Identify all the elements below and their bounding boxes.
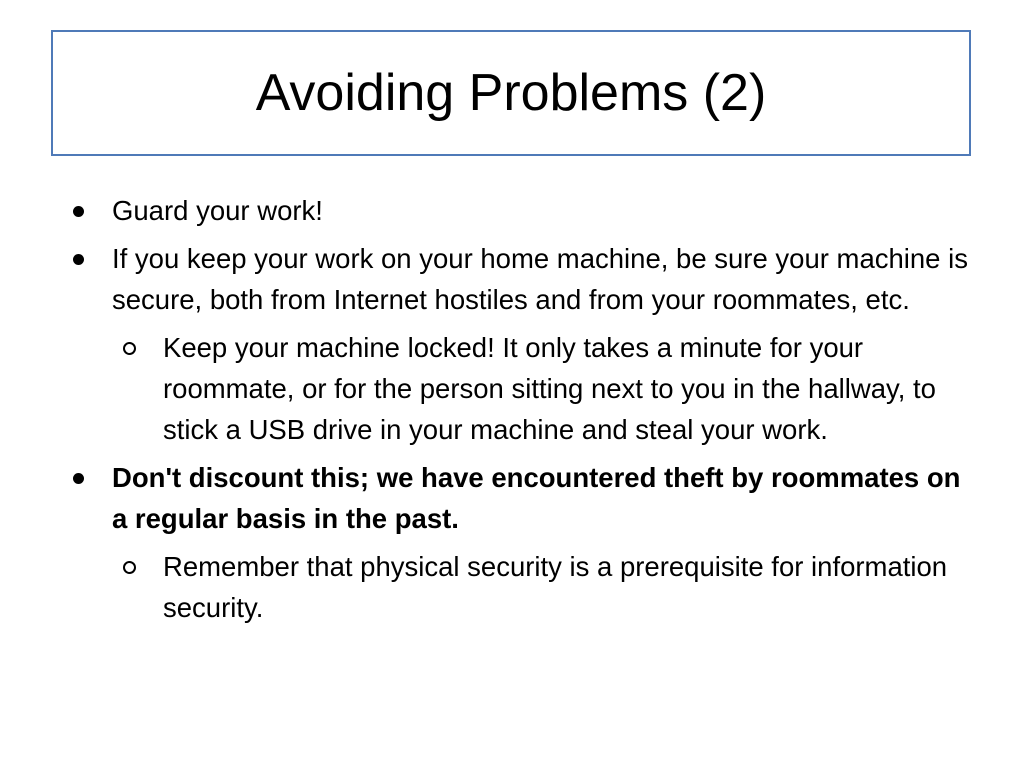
bullet-text-bold: Don't discount this; we have encountered theft by roommates on a regular basis in the past. [112, 462, 961, 534]
sub-bullet-item [70, 546, 970, 628]
sub-bullet-text: Keep your machine locked! It only takes a minute for your roommate, or for the person sitting next to you in the hallway, to stick a USB drive in your machine and steal your work. [163, 332, 936, 445]
bullet-text: Guard your work! [112, 195, 323, 226]
title-box [51, 30, 971, 156]
bullet-item [70, 190, 970, 231]
sub-bullet-item [70, 327, 970, 450]
sub-bullet-text: Remember that physical security is a prerequisite for information security. [163, 551, 948, 623]
filled-bullet-icon [73, 206, 84, 217]
bullet-item [70, 457, 970, 539]
bullet-item [70, 238, 970, 320]
bullet-text: If you keep your work on your home machine, be sure your machine is secure, both from Internet hostiles and from your roommates, etc. [112, 243, 968, 315]
filled-bullet-icon [73, 473, 84, 484]
hollow-bullet-icon [123, 342, 136, 355]
slide-title: Avoiding Problems (2) [255, 64, 767, 122]
filled-bullet-icon [73, 254, 84, 265]
bullet-list [70, 190, 970, 635]
hollow-bullet-icon [123, 561, 136, 574]
